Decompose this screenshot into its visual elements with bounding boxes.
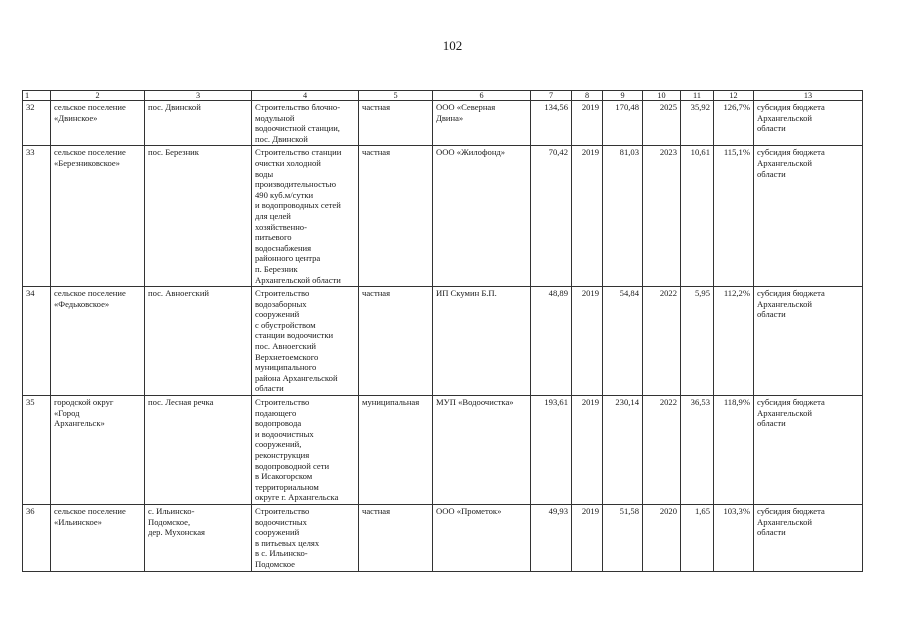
year-cell-8: 2019	[572, 396, 603, 505]
financing-cell: субсидия бюджета Архангельской области	[754, 396, 863, 505]
value-cell-9: 51,58	[603, 504, 643, 571]
column-number: 8	[572, 91, 603, 101]
year-cell-10: 2022	[643, 287, 681, 396]
column-number: 3	[145, 91, 252, 101]
financing-cell: субсидия бюджета Архангельской области	[754, 146, 863, 287]
year-cell-10: 2023	[643, 146, 681, 287]
ownership-cell: частная	[359, 101, 433, 146]
column-number: 6	[433, 91, 531, 101]
row-number: 32	[23, 101, 51, 146]
row-number: 34	[23, 287, 51, 396]
table-row	[23, 396, 863, 505]
year-cell-8: 2019	[572, 504, 603, 571]
column-number: 7	[531, 91, 572, 101]
municipality-cell: сельское поселение «Федьковское»	[51, 287, 145, 396]
ownership-cell: частная	[359, 287, 433, 396]
ownership-cell: частная	[359, 504, 433, 571]
municipality-cell: сельское поселение «Березниковское»	[51, 146, 145, 287]
percent-cell-12: 126,7%	[714, 101, 754, 146]
table-row	[23, 146, 863, 287]
column-number: 2	[51, 91, 145, 101]
project-cell: Строительство водозаборных сооружений с обустройством станции водоочистки пос. Авноегский Верхнетоемского муниципального района Архангельской области	[252, 287, 359, 396]
locality-cell: с. Ильинско- Подомское, дер. Мухонская	[145, 504, 252, 571]
column-number: 5	[359, 91, 433, 101]
organization-cell: ИП Скумин Б.П.	[433, 287, 531, 396]
financing-cell: субсидия бюджета Архангельской области	[754, 504, 863, 571]
year-cell-8: 2019	[572, 101, 603, 146]
value-cell-7: 48,89	[531, 287, 572, 396]
locality-cell: пос. Лесная речка	[145, 396, 252, 505]
column-number-row	[23, 91, 863, 101]
municipality-cell: сельское поселение «Двинское»	[51, 101, 145, 146]
organization-cell: ООО «Жилофонд»	[433, 146, 531, 287]
organization-cell: ООО «Северная Двина»	[433, 101, 531, 146]
page-number: 102	[442, 38, 463, 53]
project-cell: Строительство блочно- модульной водоочистной станции, пос. Двинской	[252, 101, 359, 146]
value-cell-11: 5,95	[681, 287, 714, 396]
percent-cell-12: 103,3%	[714, 504, 754, 571]
table-row	[23, 504, 863, 571]
value-cell-7: 193,61	[531, 396, 572, 505]
value-cell-9: 81,03	[603, 146, 643, 287]
project-cell: Строительство водоочистных сооружений в питьевых целях в с. Ильинско- Подомское	[252, 504, 359, 571]
row-number: 36	[23, 504, 51, 571]
municipality-cell: городской округ «Город Архангельск»	[51, 396, 145, 505]
year-cell-8: 2019	[572, 287, 603, 396]
row-number: 35	[23, 396, 51, 505]
value-cell-7: 70,42	[531, 146, 572, 287]
row-number: 33	[23, 146, 51, 287]
financing-cell: субсидия бюджета Архангельской области	[754, 101, 863, 146]
value-cell-9: 54,84	[603, 287, 643, 396]
locality-cell: пос. Авноегский	[145, 287, 252, 396]
financing-cell: субсидия бюджета Архангельской области	[754, 287, 863, 396]
year-cell-10: 2025	[643, 101, 681, 146]
value-cell-9: 170,48	[603, 101, 643, 146]
table-row	[23, 101, 863, 146]
percent-cell-12: 115,1%	[714, 146, 754, 287]
locality-cell: пос. Двинской	[145, 101, 252, 146]
value-cell-7: 134,56	[531, 101, 572, 146]
table-row	[23, 287, 863, 396]
column-number: 4	[252, 91, 359, 101]
column-number: 1	[23, 91, 51, 101]
ownership-cell: частная	[359, 146, 433, 287]
investment-projects-table	[22, 90, 863, 572]
municipality-cell: сельское поселение «Ильинское»	[51, 504, 145, 571]
value-cell-11: 35,92	[681, 101, 714, 146]
organization-cell: ООО «Прометок»	[433, 504, 531, 571]
value-cell-11: 1,65	[681, 504, 714, 571]
column-number: 9	[603, 91, 643, 101]
column-number: 12	[714, 91, 754, 101]
column-number: 13	[754, 91, 863, 101]
value-cell-7: 49,93	[531, 504, 572, 571]
value-cell-9: 230,14	[603, 396, 643, 505]
organization-cell: МУП «Водоочистка»	[433, 396, 531, 505]
value-cell-11: 10,61	[681, 146, 714, 287]
year-cell-10: 2022	[643, 396, 681, 505]
column-number: 10	[643, 91, 681, 101]
year-cell-8: 2019	[572, 146, 603, 287]
project-cell: Строительство станции очистки холодной воды производительностью 490 куб.м/сутки и водопроводных сетей для целей хозяйственно- питьевого водоснабжения районного центра п. Березник Архангельской области	[252, 146, 359, 287]
column-number: 11	[681, 91, 714, 101]
project-cell: Строительство подающего водопровода и водоочистных сооружений, реконструкция водопроводной сети в Исакогорском территориальном округе г. Архангельска	[252, 396, 359, 505]
year-cell-10: 2020	[643, 504, 681, 571]
ownership-cell: муниципальная	[359, 396, 433, 505]
value-cell-11: 36,53	[681, 396, 714, 505]
locality-cell: пос. Березник	[145, 146, 252, 287]
percent-cell-12: 112,2%	[714, 287, 754, 396]
percent-cell-12: 118,9%	[714, 396, 754, 505]
